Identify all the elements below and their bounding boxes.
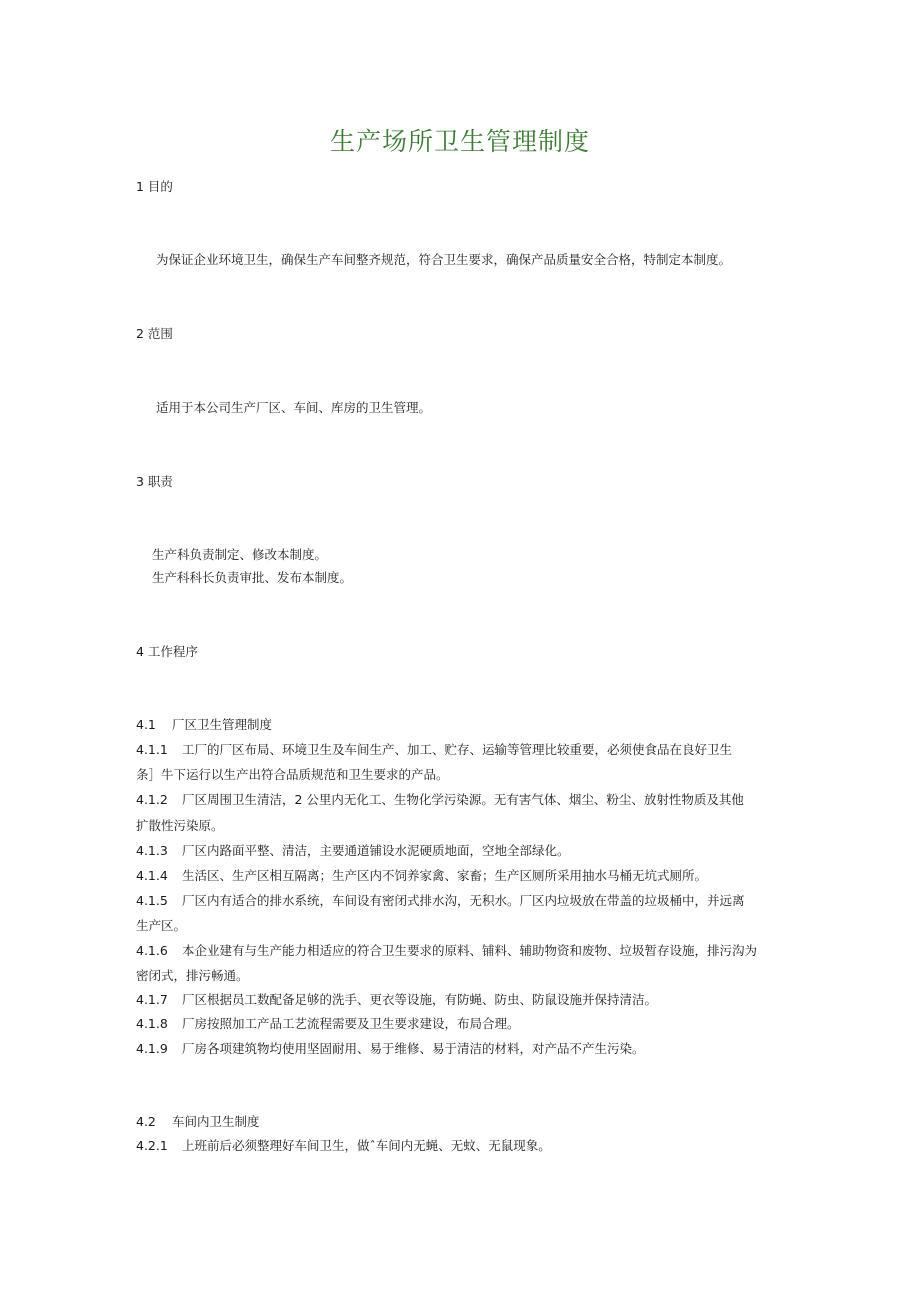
clause-text: 生活区、生产区相互隔离；生产区内不饲养家禽、家畜；生产区厕所采用抽水马桶无坑式厕所。 [182, 868, 708, 883]
clause-text: 工厂的厂区布局、环境卫生及车间生产、加工、贮存、运输等管理比较重要，必须使食品在良好卫生 [182, 742, 733, 757]
clause-text: 厂区根据员工数配备足够的洗手、更衣等设施，有防蝇、防虫、防鼠设施并保持清洁。 [182, 992, 658, 1007]
clause-row [136, 792, 744, 808]
clause-text: 厂房各项建筑物均使用坚固耐用、易于维修、易于清洁的材料，对产品不产生污染。 [182, 1041, 645, 1056]
clause-row [136, 893, 745, 909]
subsection-number: 4.1 [136, 717, 156, 732]
clause-number: 4.2.1 [136, 1138, 168, 1153]
scope-text: 适用于本公司生产厂区、车间、库房的卫生管理。 [156, 400, 432, 415]
clause-text: 厂房按照加工产品工艺流程需要及卫生要求建设，布局合理。 [182, 1016, 520, 1031]
clause-row [136, 843, 570, 859]
subsection-title: 车间内卫生制度 [172, 1114, 260, 1129]
subsection-title: 厂区卫生管理制度 [172, 717, 273, 732]
clause-row [136, 868, 707, 884]
clause-number: 4.1.3 [136, 843, 168, 858]
clause-text: 厂区内有适合的排水系统，车间设有密闭式排水沟，无积水。厂区内垃圾放在带盖的垃圾桶中，并远离 [182, 893, 745, 908]
document-title: 生产场所卫生管理制度 [329, 127, 590, 156]
clause-number: 4.1.6 [136, 943, 168, 958]
clause-row [136, 1016, 520, 1032]
subsection-number: 4.2 [136, 1114, 156, 1129]
duty-line: 生产科负责制定、修改本制度。 [152, 547, 328, 562]
clause-row [136, 943, 757, 959]
clause-text: 本企业建有与生产能力相适应的符合卫生要求的原料、铺料、辅助物资和废物、垃圾暂存设施，排污沟为 [182, 943, 758, 958]
section-heading-scope: 2 范围 [136, 326, 173, 341]
section-heading-purpose: 1 目的 [136, 179, 173, 194]
clause-continuation: 密闭式，排污畅通。 [136, 968, 249, 983]
clause-row [136, 742, 732, 758]
clause-text: 厂区内路面平整、清洁，主要通道铺设水泥硬质地面，空地全部绿化。 [182, 843, 570, 858]
clause-row [136, 1041, 645, 1057]
subsection-heading [136, 717, 272, 733]
clause-continuation: 条］牛下运行以生产出符合品质规范和卫生要求的产品。 [136, 767, 449, 782]
clause-row [136, 992, 657, 1008]
clause-number: 4.1.5 [136, 893, 168, 908]
clause-text: 上班前后必须整理好车间卫生，做ˆ车间内无蝇、无蚊、无鼠现象。 [182, 1138, 551, 1153]
clause-number: 4.1.9 [136, 1041, 168, 1056]
clause-number: 4.1.1 [136, 742, 168, 757]
duty-line: 生产科科长负责审批、发布本制度。 [152, 570, 353, 585]
section-heading-procedure: 4 工作程序 [136, 644, 198, 659]
clause-number: 4.1.7 [136, 992, 168, 1007]
clause-text: 厂区周围卫生清洁，2 公里内无化工、生物化学污染源。无有害气体、烟尘、粉尘、放射性物质及其他 [182, 792, 744, 807]
clause-number: 4.1.4 [136, 868, 168, 883]
subsection-heading [136, 1114, 260, 1130]
clause-row [136, 1138, 551, 1154]
clause-continuation: 扩散性污染原。 [136, 818, 224, 833]
purpose-text: 为保证企业环境卫生，确保生产车间整齐规范，符合卫生要求，确保产品质量安全合格，特制定本制度。 [156, 252, 732, 267]
section-heading-duty: 3 职责 [136, 474, 173, 489]
clause-number: 4.1.8 [136, 1016, 168, 1031]
clause-number: 4.1.2 [136, 792, 168, 807]
clause-continuation: 生产区。 [136, 918, 187, 933]
